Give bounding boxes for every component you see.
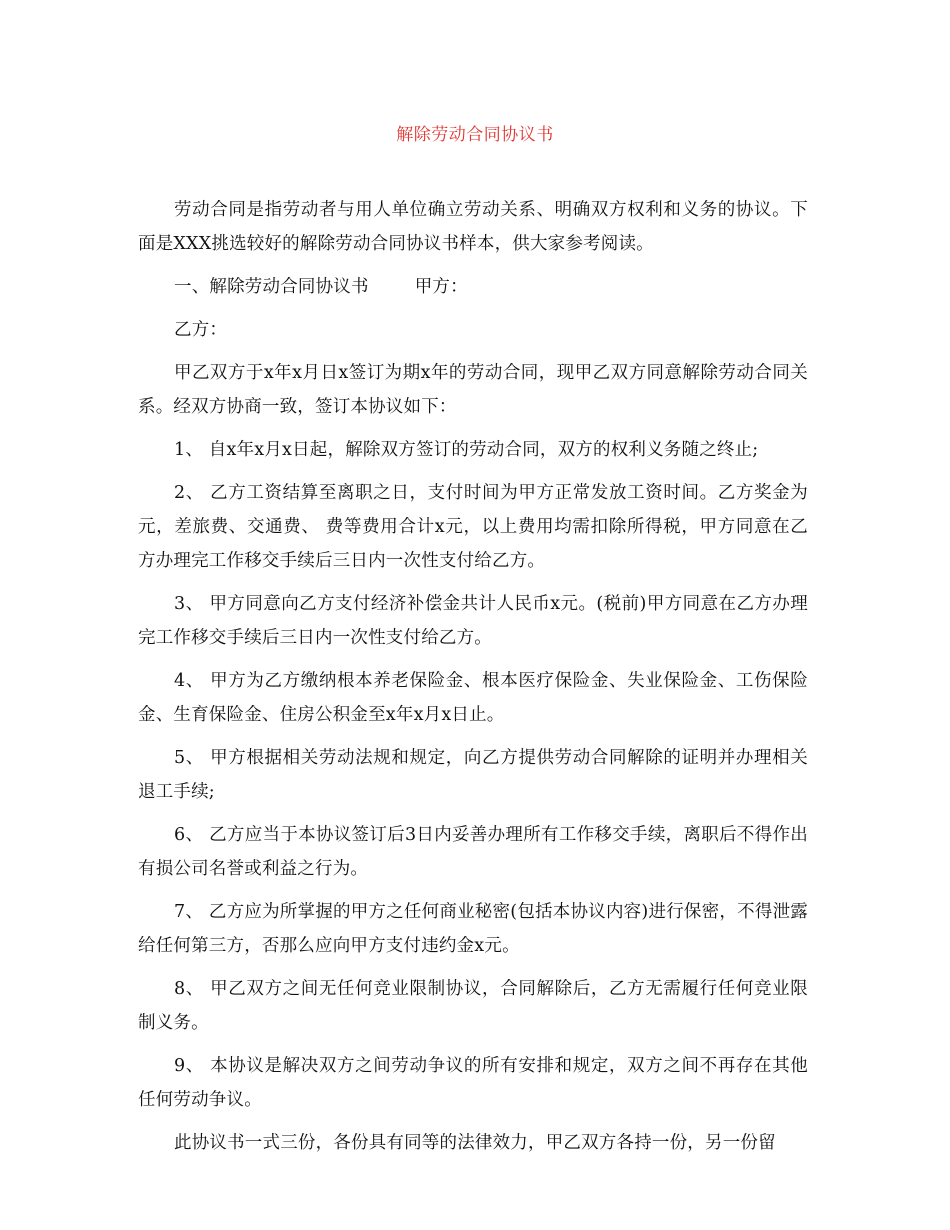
clause-4: 4、 甲方为乙方缴纳根本养老保险金、根本医疗保险金、失业保险金、工伤保险金、生育保险金、住房公积金至x年x月x日止。 (138, 671, 808, 725)
clause-3: 3、 甲方同意向乙方支付经济补偿金共计人民币x元。(税前)甲方同意在乙方办理完工作移交手续后三日内一次性支付给乙方。 (138, 594, 808, 648)
clause-1: 1、 自x年x月x日起，解除双方签订的劳动合同，双方的权利义务随之终止; (174, 440, 759, 460)
agreement-heading: 一、解除劳动合同协议书 (174, 277, 369, 297)
copies-paragraph: 此协议书一式三份，各份具有同等的法律效力，甲乙双方各持一份，另一份留 (174, 1133, 776, 1153)
party-b-label: 乙方： (174, 320, 228, 340)
intro-paragraph: 劳动合同是指劳动者与用人单位确立劳动关系、明确双方权利和义务的协议。下面是XXX挑选较好的解除劳动合同协议书样本，供大家参考阅读。 (138, 200, 808, 254)
document-body (138, 193, 808, 1169)
party-a-label: 甲方： (414, 277, 468, 297)
clause-5: 5、 甲方根据相关劳动法规和规定，向乙方提供劳动合同解除的证明并办理相关退工手续; (138, 748, 808, 802)
clause-2: 2、 乙方工资结算至离职之日，支付时间为甲方正常发放工资时间。乙方奖金为元，差旅费、交通费、 费等费用合计x元，以上费用均需扣除所得税，甲方同意在乙方办理完工作移交手续后三日内一次性支付给乙方。 (138, 483, 808, 571)
clause-7: 7、 乙方应为所掌握的甲方之任何商业秘密(包括本协议内容)进行保密，不得泄露给任何第三方，否那么应向甲方支付违约金x元。 (138, 902, 808, 956)
document-title: 解除劳动合同协议书 (396, 125, 554, 145)
clause-6: 6、 乙方应当于本协议签订后3日内妥善办理所有工作移交手续，离职后不得作出有损公司名誉或利益之行为。 (138, 825, 808, 879)
clause-8: 8、 甲乙双方之间无任何竞业限制协议，合同解除后，乙方无需履行任何竞业限制义务。 (138, 979, 808, 1033)
clause-9: 9、 本协议是解决双方之间劳动争议的所有安排和规定，双方之间不再存在其他任何劳动争议。 (138, 1056, 808, 1110)
preamble-paragraph: 甲乙双方于x年x月日x签订为期x年的劳动合同，现甲乙双方同意解除劳动合同关系。经双方协商一致，签订本协议如下： (138, 363, 808, 417)
agreement-heading-line (138, 270, 808, 304)
